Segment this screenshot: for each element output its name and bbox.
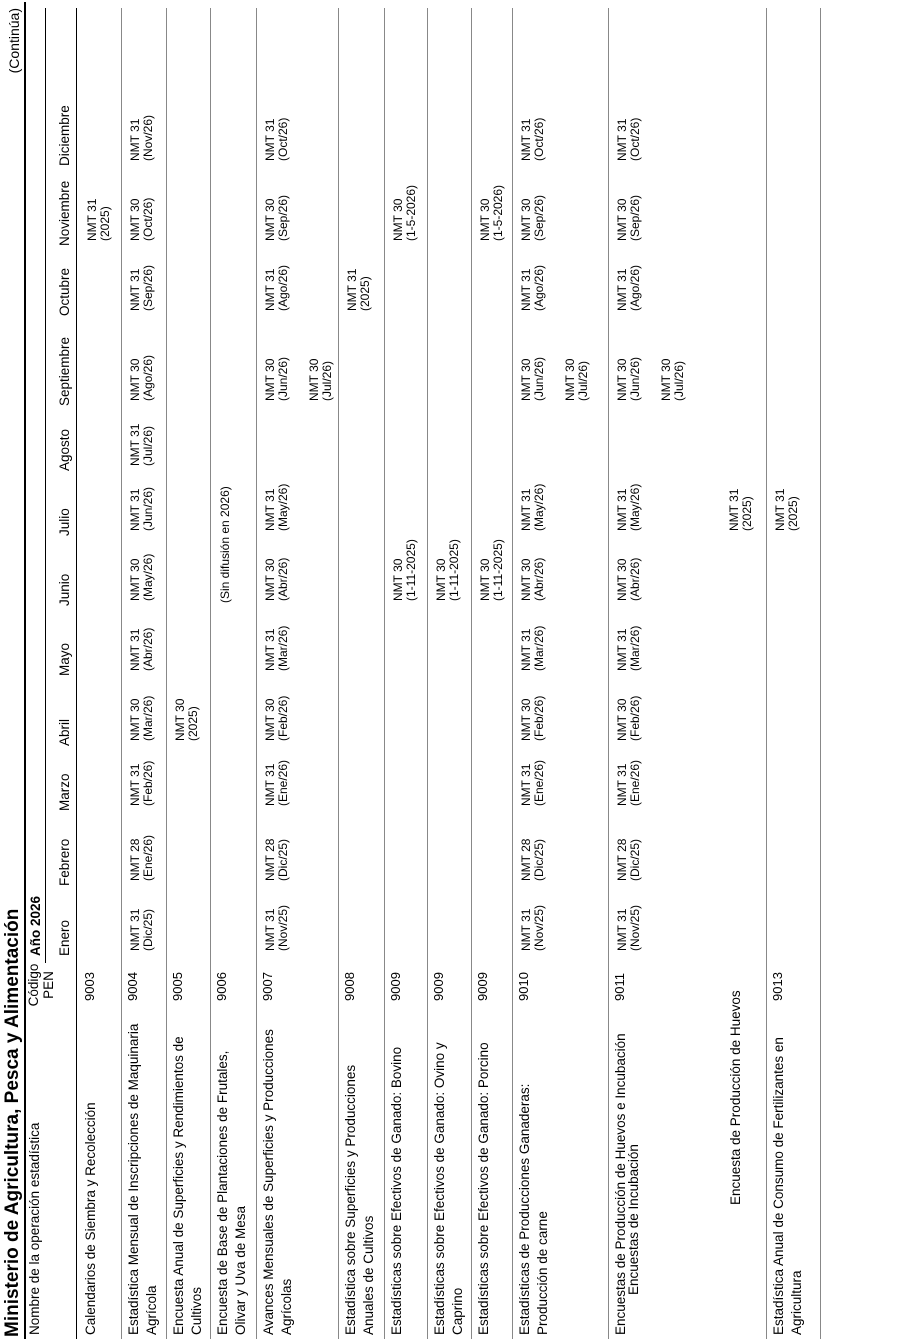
pen-code: 9004 bbox=[125, 972, 140, 1001]
schedule-cell: NMT 31 (2025) bbox=[727, 488, 754, 531]
schedule-cell: NMT 28 (Dic/25) bbox=[519, 838, 546, 881]
schedule-cell: NMT 30 (Abr/26) bbox=[615, 557, 642, 601]
schedule-cell: NMT 31 (Nov/25) bbox=[519, 904, 546, 951]
schedule-cell: NMT 30 (1-11-2025) bbox=[434, 539, 461, 601]
month-header: Octubre bbox=[57, 267, 72, 316]
row-divider bbox=[766, 8, 767, 1339]
month-header: Enero bbox=[57, 919, 72, 956]
schedule-cell: NMT 31 (Ene/26) bbox=[263, 759, 290, 806]
schedule-cell: NMT 30 (Sep/26) bbox=[519, 194, 546, 241]
schedule-cell: NMT 30 (Abr/26) bbox=[519, 557, 546, 601]
schedule-cell: NMT 31 (Ago/26) bbox=[263, 264, 290, 311]
schedule-cell: NMT 30 (May/26) bbox=[128, 553, 155, 601]
sub-operation: Encuestas de Incubación bbox=[626, 1144, 641, 1295]
row-divider bbox=[256, 8, 257, 1339]
schedule-cell: NMT 31 (2025) bbox=[345, 268, 372, 311]
schedule-cell: NMT 31 (Abr/26) bbox=[128, 627, 155, 671]
month-header: Abril bbox=[57, 718, 72, 746]
operation-name: Estadística Anual de Consumo de Fertilizantes en Agricultura bbox=[771, 1037, 804, 1335]
continua-label: (Continúa) bbox=[6, 8, 22, 74]
header-name: Nombre de la operación estadística bbox=[27, 1122, 42, 1335]
sub-operation: Encuesta de Producción de Huevos bbox=[728, 990, 743, 1205]
row-divider bbox=[384, 8, 385, 1339]
month-header: Agosto bbox=[57, 428, 72, 471]
pen-code: 9009 bbox=[388, 972, 403, 1001]
operation-name: Encuesta de Base de Plantaciones de Frutales, Olivar y Uva de Mesa bbox=[215, 1050, 248, 1335]
schedule-cell: NMT 30 (Feb/26) bbox=[519, 695, 546, 741]
header-year: Año 2026 bbox=[28, 895, 43, 956]
year-rule bbox=[45, 8, 46, 963]
pen-code: 9006 bbox=[214, 972, 229, 1001]
schedule-cell: NMT 31 (Dic/25) bbox=[128, 908, 155, 951]
schedule-cell: NMT 31 (Feb/26) bbox=[128, 760, 155, 806]
schedule-cell: NMT 30 (Jun/26) bbox=[263, 356, 290, 401]
title-rule bbox=[24, 2, 26, 1339]
operation-name: Estadísticas de Producciones Ganaderas: Producción de carne bbox=[517, 1083, 550, 1335]
month-header: Diciembre bbox=[57, 105, 72, 166]
schedule-cell: NMT 30 (Jul/26) bbox=[563, 358, 590, 401]
schedule-cell: NMT 31 (Oct/26) bbox=[615, 117, 642, 161]
schedule-cell: NMT 31 (Jul/26) bbox=[128, 423, 155, 466]
pen-code: 9009 bbox=[431, 972, 446, 1001]
schedule-cell: NMT 30 (Feb/26) bbox=[263, 695, 290, 741]
schedule-cell: NMT 30 (Jun/26) bbox=[615, 356, 642, 401]
operation-name: Calendarios de Siembra y Recolección bbox=[83, 1102, 98, 1335]
schedule-cell: NMT 30 (1-11-2025) bbox=[478, 539, 505, 601]
pen-code: 9008 bbox=[342, 972, 357, 1001]
operation-name: Estadística Mensual de Inscripciones de Maquinaria Agrícola bbox=[126, 1023, 159, 1335]
schedule-cell: NMT 30 (Mar/26) bbox=[128, 695, 155, 741]
operation-name: Estadística sobre Superficies y Producciones Anuales de Cultivos bbox=[343, 1064, 376, 1335]
schedule-cell: NMT 31 (May/26) bbox=[263, 483, 290, 531]
schedule-cell: NMT 31 (Oct/26) bbox=[519, 117, 546, 161]
pen-code: 9011 bbox=[612, 973, 627, 1001]
row-divider bbox=[427, 8, 428, 1339]
header-rule bbox=[76, 8, 77, 1339]
schedule-cell: NMT 31 (Ago/26) bbox=[519, 264, 546, 311]
page-title: Ministerio de Agricultura, Pesca y Alimentación bbox=[2, 908, 23, 1337]
row-divider bbox=[471, 8, 472, 1339]
schedule-cell: NMT 28 (Dic/25) bbox=[263, 838, 290, 881]
schedule-cell: NMT 30 (Jul/26) bbox=[307, 358, 334, 401]
month-header: Junio bbox=[57, 573, 72, 606]
pen-code: 9003 bbox=[82, 972, 97, 1001]
month-header: Febrero bbox=[57, 838, 72, 886]
operation-name: Encuesta Anual de Superficies y Rendimientos de Cultivos bbox=[171, 1036, 204, 1335]
schedule-cell: NMT 30 (Ago/26) bbox=[128, 354, 155, 401]
schedule-cell: NMT 31 (Mar/26) bbox=[263, 625, 290, 671]
schedule-cell: NMT 30 (Oct/26) bbox=[128, 197, 155, 241]
schedule-cell: NMT 31 (Mar/26) bbox=[615, 625, 642, 671]
schedule-cell: NMT 30 (2025) bbox=[173, 698, 200, 741]
month-header: Noviembre bbox=[57, 180, 72, 246]
pen-code: 9013 bbox=[770, 972, 785, 1001]
operation-name: Estadísticas sobre Efectivos de Ganado: Bovino bbox=[389, 1046, 404, 1335]
schedule-cell: NMT 31 (Nov/26) bbox=[128, 114, 155, 161]
operation-name: Avances Mensuales de Superficies y Producciones Agrícolas bbox=[261, 1029, 294, 1335]
row-divider bbox=[820, 8, 821, 1339]
row-divider bbox=[166, 8, 167, 1339]
schedule-cell: NMT 31 (2025) bbox=[85, 198, 112, 241]
header-code: Código PEN bbox=[26, 963, 56, 1007]
schedule-cell: NMT 31 (Nov/25) bbox=[615, 904, 642, 951]
schedule-cell: NMT 31 (2025) bbox=[773, 488, 800, 531]
schedule-cell: NMT 30 (1-5-2026) bbox=[478, 184, 505, 241]
pen-code: 9007 bbox=[260, 972, 275, 1001]
operation-name: Encuestas de Producción de Huevos e Incubación bbox=[613, 1033, 628, 1335]
schedule-cell: NMT 30 (Jun/26) bbox=[519, 356, 546, 401]
schedule-cell: NMT 30 (1-5-2026) bbox=[391, 184, 418, 241]
schedule-cell: NMT 30 (Abr/26) bbox=[263, 557, 290, 601]
operation-name: Estadísticas sobre Efectivos de Ganado: Porcino bbox=[476, 1042, 491, 1335]
month-header: Julio bbox=[57, 508, 72, 536]
pen-code: 9010 bbox=[516, 972, 531, 1001]
schedule-cell: NMT 30 (Sep/26) bbox=[263, 194, 290, 241]
operation-name: Estadísticas sobre Efectivos de Ganado: Ovino y Caprino bbox=[432, 1042, 465, 1335]
schedule-cell: NMT 28 (Ene/26) bbox=[128, 834, 155, 881]
month-header: Mayo bbox=[57, 642, 72, 676]
schedule-cell: NMT 31 (May/26) bbox=[519, 483, 546, 531]
schedule-cell: NMT 31 (May/26) bbox=[615, 483, 642, 531]
row-note: (Sin difusión en 2026) bbox=[218, 486, 232, 603]
row-divider bbox=[210, 8, 211, 1339]
row-divider bbox=[121, 8, 122, 1339]
schedule-cell: NMT 31 (Oct/26) bbox=[263, 117, 290, 161]
row-divider bbox=[512, 8, 513, 1339]
schedule-cell: NMT 31 (Mar/26) bbox=[519, 625, 546, 671]
month-header: Marzo bbox=[57, 773, 72, 811]
schedule-cell: NMT 31 (Nov/25) bbox=[263, 904, 290, 951]
row-divider bbox=[338, 8, 339, 1339]
schedule-cell: NMT 31 (Ago/26) bbox=[615, 264, 642, 311]
row-divider bbox=[608, 8, 609, 1339]
month-header: Septiembre bbox=[57, 336, 72, 406]
schedule-cell: NMT 31 (Sep/26) bbox=[128, 264, 155, 311]
schedule-cell: NMT 30 (1-11-2025) bbox=[391, 539, 418, 601]
schedule-cell: NMT 30 (Feb/26) bbox=[615, 695, 642, 741]
schedule-cell: NMT 31 (Jun/26) bbox=[128, 486, 155, 531]
schedule-cell: NMT 28 (Dic/25) bbox=[615, 838, 642, 881]
schedule-cell: NMT 30 (Jul/26) bbox=[659, 358, 686, 401]
schedule-cell: NMT 30 (Sep/26) bbox=[615, 194, 642, 241]
pen-code: 9009 bbox=[475, 972, 490, 1001]
pen-code: 9005 bbox=[170, 972, 185, 1001]
schedule-cell: NMT 31 (Ene/26) bbox=[615, 759, 642, 806]
schedule-cell: NMT 31 (Ene/26) bbox=[519, 759, 546, 806]
